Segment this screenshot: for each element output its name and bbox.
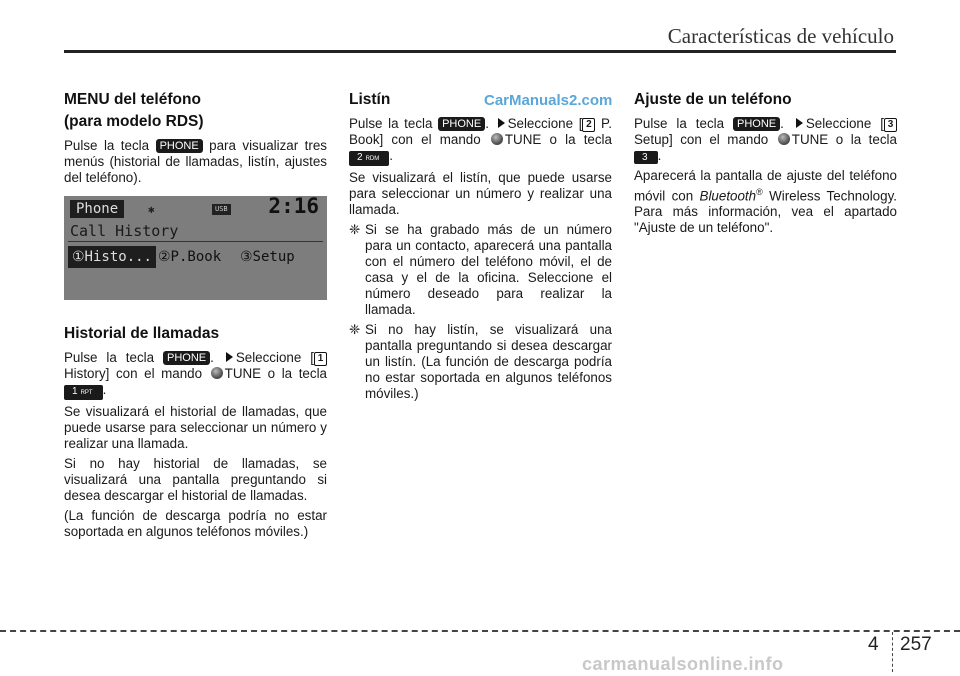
- page-number: 257: [900, 634, 932, 655]
- column-3: [634, 90, 897, 240]
- tune-knob-icon: [491, 133, 503, 145]
- setup-p1: Aparecerá la pantalla de ajuste del teléfono móvil con Bluetooth® Wireless Technology. Para más información, vea el apartado "Ajuste de un teléfono".: [634, 168, 897, 236]
- column-2: [349, 90, 612, 406]
- arrow-right-icon: [796, 118, 803, 128]
- usb-badge: USB: [212, 204, 231, 215]
- phone-key: PHONE: [438, 117, 485, 131]
- menu-heading: MENU del teléfono: [64, 91, 201, 108]
- tune-knob-icon: [211, 367, 223, 379]
- watermark-top: CarManuals2.com: [484, 92, 613, 109]
- number-3-icon: 3: [884, 118, 897, 132]
- history-heading: Historial de llamadas: [64, 325, 220, 342]
- screen-menu-pbook: ②P.Book: [158, 249, 222, 265]
- history-p3: (La función de descarga podría no estar soportada en algunos teléfonos móviles.): [64, 508, 327, 539]
- phonebook-heading: Listín: [349, 91, 391, 108]
- phonebook-p1: Se visualizará el listín, que puede usarse para seleccionar un número y realizar una llamada.: [349, 170, 612, 217]
- screen-menu-history: ①Histo...: [68, 246, 156, 268]
- menu-subheading: (para modelo RDS): [64, 113, 204, 130]
- note-mark-icon: ❈: [349, 222, 361, 237]
- setup-instructions: Pulse la tecla PHONE . Seleccione [ 3 Setup] con el mando TUNE o la tecla 3 .: [634, 116, 897, 163]
- phonebook-note-1: ❈ Si se ha grabado más de un número para un contacto, aparecerá una pantalla con el número del teléfono móvil, el de casa y el de la oficina. Seleccione el número deseado para realizar la llamada.: [349, 222, 612, 317]
- screen-menu: [68, 246, 323, 268]
- phonebook-instructions: Pulse la tecla PHONE . Seleccione [ 2 P. Book] con el mando TUNE o la tecla 2 RDM .: [349, 116, 612, 166]
- column-1: [64, 90, 327, 544]
- history-instructions: Pulse la tecla PHONE . Seleccione [ 1 History] con el mando TUNE o la tecla 1 RPT .: [64, 350, 327, 400]
- arrow-right-icon: [226, 352, 233, 362]
- watermark-bottom: carmanualsonline.info: [582, 654, 784, 674]
- key-1-rpt: 1 RPT: [64, 385, 103, 400]
- note-mark-icon: ❈: [349, 322, 361, 337]
- page-separator: [892, 632, 893, 672]
- footer-rule: [0, 630, 960, 632]
- phone-key: PHONE: [156, 139, 203, 153]
- phonebook-note-2: ❈ Si no hay listín, se visualizará una pantalla preguntando si desea descargar un listín. (La función de descarga podría no estar soportada en algunos teléfonos móviles.): [349, 322, 612, 401]
- screen-phone-label: Phone: [70, 200, 124, 218]
- phone-key: PHONE: [163, 351, 210, 365]
- history-p1: Se visualizará el historial de llamadas, que puede usarse para seleccionar un número y realizar una llamada.: [64, 404, 327, 451]
- phone-key: PHONE: [733, 117, 780, 131]
- screen-menu-setup: ③Setup: [240, 249, 295, 265]
- header-title: Características de vehículo: [667, 24, 894, 48]
- arrow-right-icon: [498, 118, 505, 128]
- setup-heading: Ajuste de un teléfono: [634, 91, 792, 108]
- phone-screen: [64, 196, 327, 300]
- menu-intro: Pulse la tecla PHONE para visualizar tres menús (historial de llamadas, listín, ajustes del teléfono).: [64, 138, 327, 185]
- tune-knob-icon: [778, 133, 790, 145]
- number-1-icon: 1: [314, 352, 327, 366]
- screen-clock: 2:16: [268, 194, 319, 218]
- key-3: 3: [634, 151, 658, 164]
- bluetooth-icon: ✱: [148, 203, 155, 216]
- chapter-number: 4: [868, 634, 879, 655]
- number-2-icon: 2: [582, 118, 595, 132]
- key-2-rdm: 2 RDM: [349, 151, 389, 166]
- screen-title: Call History: [68, 221, 323, 242]
- history-p2: Si no hay historial de llamadas, se visualizará una pantalla preguntando si desea descargar el historial de llamadas.: [64, 456, 327, 503]
- header-rule: [64, 50, 896, 53]
